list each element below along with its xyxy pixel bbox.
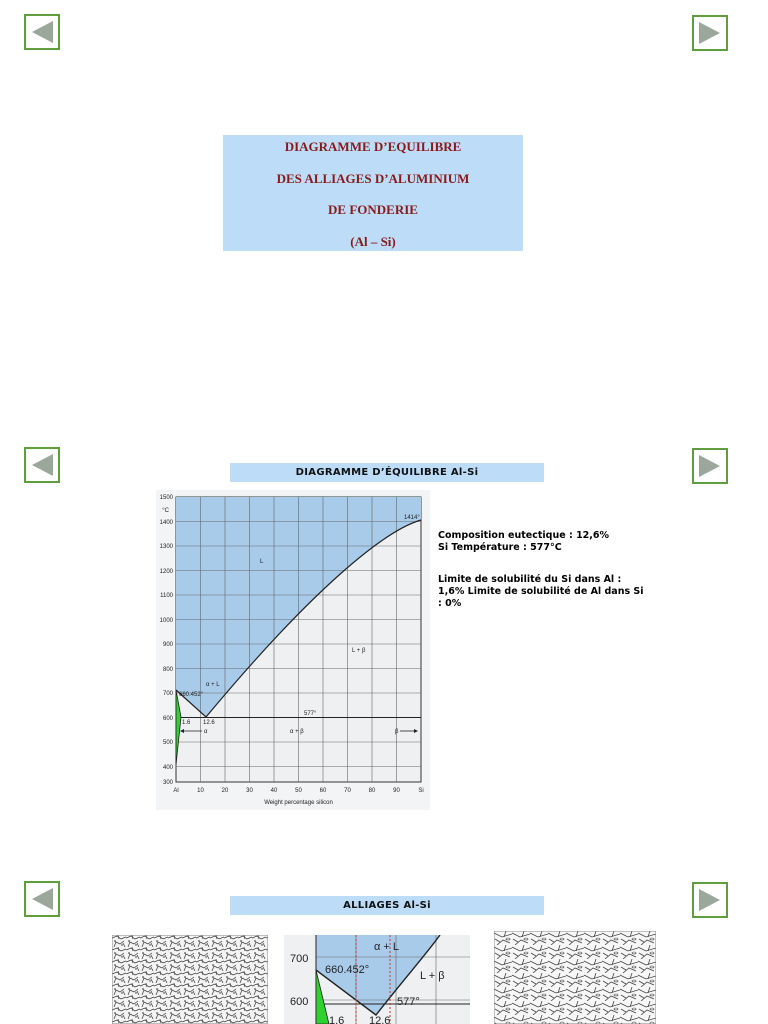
y-tick: 700 [290, 953, 309, 965]
title-line: DES ALLIAGES D’ALUMINIUM [276, 170, 470, 186]
label-beta: β [395, 729, 399, 735]
eutectic-note: Composition eutectique : 12,6% Si Température : 577°C [438, 530, 610, 553]
label-eutectic-comp: 12.6 [369, 1015, 391, 1024]
label-liquid-beta: L + β [420, 970, 445, 982]
x-tick: 10 [197, 788, 204, 794]
x-tick: Al [173, 788, 179, 794]
x-tick: 60 [319, 788, 327, 794]
arrow-left-icon [29, 19, 55, 45]
y-tick: 300 [162, 780, 173, 786]
title-line: DE FONDERIE [328, 202, 418, 217]
prev-slide-button[interactable] [24, 881, 60, 917]
label-sol-limit: 1.6 [182, 720, 191, 726]
al-si-phase-diagram [156, 490, 430, 810]
y-tick: 800 [162, 667, 173, 673]
y-tick: 1500 [159, 495, 173, 501]
micrograph-right [494, 931, 656, 1024]
y-tick: 500 [162, 740, 173, 746]
label-eutectic-temp: 577° [397, 996, 420, 1008]
label-si-melt: 1414° [404, 515, 420, 521]
arrow-right-icon [697, 887, 723, 913]
label-alpha: α [204, 729, 208, 735]
label-liquid-beta: L + β [352, 648, 366, 654]
prev-slide-button[interactable] [24, 447, 60, 483]
title-line: DIAGRAMME D’EQUILIBRE [284, 139, 462, 154]
next-slide-button[interactable] [692, 448, 728, 484]
x-tick: Si [418, 788, 424, 794]
phase-diagram-zoom [284, 935, 470, 1024]
y-tick: 1400 [159, 520, 173, 526]
next-slide-button[interactable] [692, 15, 728, 51]
label-liquid: L [260, 559, 264, 565]
arrow-left-icon [29, 886, 55, 912]
label-eutectic-temp: 577° [304, 711, 317, 717]
label-sol-limit: 1.6 [329, 1015, 345, 1024]
x-tick: 30 [246, 788, 253, 794]
arrow-right-icon [697, 453, 723, 479]
y-tick: 1100 [160, 593, 173, 599]
y-unit: °C [162, 508, 169, 514]
y-tick: 600 [162, 716, 173, 722]
slide-title-box [223, 135, 523, 251]
x-tick: 40 [270, 788, 278, 794]
y-tick: 700 [162, 691, 173, 697]
y-tick: 900 [162, 642, 173, 648]
label-alpha-beta: α + β [290, 729, 304, 735]
label-eutectic-comp: 12.6 [203, 720, 215, 726]
x-tick: 20 [221, 788, 229, 794]
y-tick: 400 [162, 765, 173, 771]
section-banner: ALLIAGES Al-Si [230, 896, 544, 915]
label-al-melt: 660.452° [179, 692, 204, 698]
x-tick: 80 [368, 788, 376, 794]
x-tick: 50 [295, 788, 302, 794]
y-tick: 600 [290, 996, 309, 1008]
solubility-note: Limite de solubilité du Si dans Al : 1,6% Limite de solubilité de Al dans Si : 0% [438, 574, 644, 609]
y-tick: 1300 [159, 544, 173, 550]
label-al-melt: 660.452° [325, 964, 370, 976]
y-tick: 1200 [159, 569, 173, 575]
label-alpha-liquid: α + L [206, 682, 220, 688]
title-line: (Al – Si) [350, 233, 396, 249]
x-tick: 90 [393, 788, 400, 794]
label-alpha-liquid: α + L [374, 941, 400, 953]
prev-slide-button[interactable] [24, 14, 60, 50]
micrograph-left [112, 935, 268, 1024]
x-tick: 70 [344, 788, 351, 794]
next-slide-button[interactable] [692, 882, 728, 918]
section-banner: DIAGRAMME D’ÉQUILIBRE Al-Si [230, 463, 544, 482]
x-axis-label: Weight percentage silicon [264, 800, 333, 806]
arrow-right-icon [697, 20, 723, 46]
y-tick: 1000 [159, 618, 173, 624]
arrow-left-icon [29, 452, 55, 478]
